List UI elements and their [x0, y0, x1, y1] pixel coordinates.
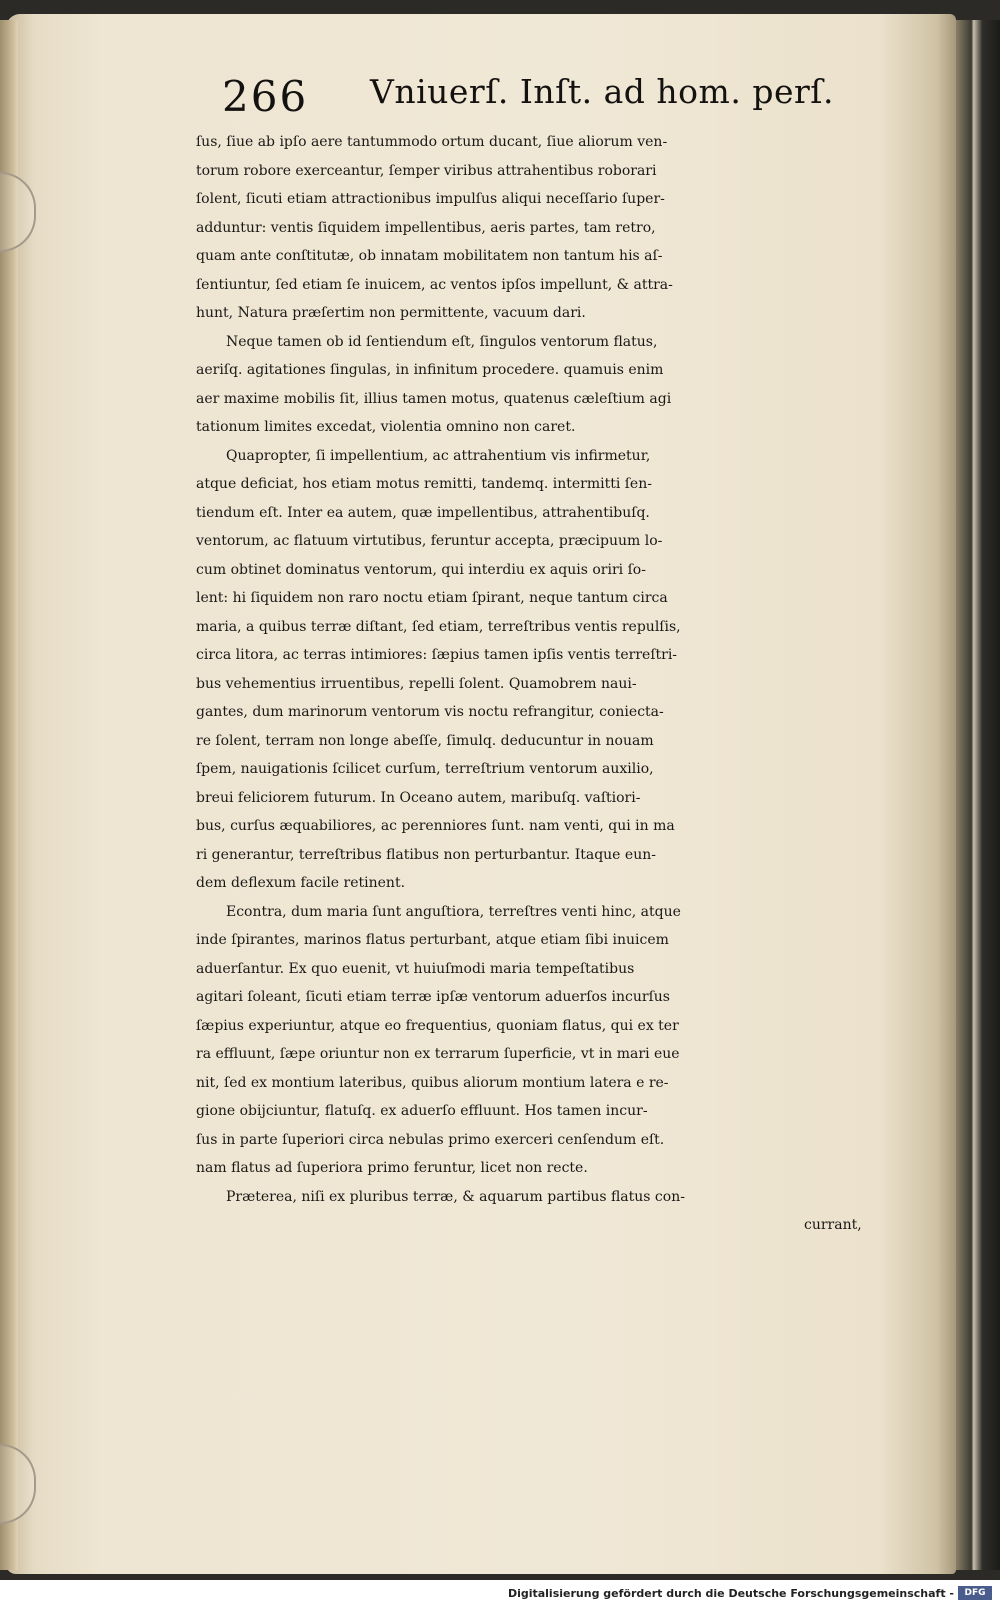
text-line: ra effluunt, ſæpe oriuntur non ex terrarum ſuperficie, vt in mari eue: [196, 1046, 680, 1062]
text-line: circa litora, ac terras intimiores: ſæpius tamen ipſis ventis terreſtri-: [196, 647, 678, 663]
page-gutter: [0, 20, 18, 1570]
text-line: cum obtinet dominatus ventorum, qui interdiu ex aquis oriri ſo-: [196, 561, 646, 578]
text-line: Econtra, dum maria ſunt anguſtiora, terreſtres venti hinc, atque: [226, 903, 681, 920]
text-line: tiendum eſt. Inter ea autem, quæ impellentibus, attrahentibuſq.: [196, 504, 650, 521]
text-line: quam ante conſtitutæ, ob innatam mobilitatem non tantum his aſ-: [196, 248, 663, 264]
text-line: nam flatus ad ſuperiora primo feruntur, licet non recte.: [196, 1160, 588, 1176]
catchword: currant,: [804, 1217, 862, 1233]
text-line: bus vehementius irruentibus, repelli ſolent. Quamobrem naui-: [196, 675, 637, 692]
text-line: Neque tamen ob id ſentiendum eſt, ſingulos ventorum flatus,: [226, 333, 658, 350]
text-line: adduntur: ventis ſiquidem impellentibus, aeris partes, tam retro,: [196, 219, 656, 236]
dfg-logo: DFG: [958, 1586, 992, 1600]
text-line: aduerſantur. Ex quo euenit, vt huiuſmodi maria tempeſtatibus: [196, 960, 635, 977]
text-line: gantes, dum marinorum ventorum vis noctu refrangitur, coniecta-: [196, 704, 664, 720]
text-line: ſus in parte ſuperiori circa nebulas primo exerceri cenſendum eſt.: [196, 1131, 665, 1148]
text-line: hunt, Natura præſertim non permittente, vacuum dari.: [196, 305, 586, 321]
text-line: tationum limites excedat, violentia omnino non caret.: [196, 419, 576, 435]
text-line: ſolent, ſicuti etiam attractionibus impulſus aliqui neceſſario ſuper-: [196, 191, 665, 207]
text-line: bus, curſus æquabiliores, ac perenniores ſunt. nam venti, qui in ma: [196, 818, 675, 834]
page-number: 266: [222, 72, 309, 121]
text-line: dem deflexum facile retinent.: [196, 875, 406, 891]
text-line: inde ſpirantes, marinos flatus perturbant, atque etiam ſibi inuicem: [196, 932, 669, 948]
digitization-credit: Digitalisierung gefördert durch die Deutsche Forschungsgemeinschaft -: [507, 1587, 954, 1600]
text-line: ſus, ſiue ab ipſo aere tantummodo ortum ducant, ſiue aliorum ven-: [196, 134, 668, 150]
text-line: lent: hi ſiquidem non raro noctu etiam ſpirant, neque tantum circa: [196, 590, 668, 606]
text-line: gione obijciuntur, flatuſq. ex aduerſo effluunt. Hos tamen incur-: [196, 1103, 648, 1119]
text-line: aeriſq. agitationes ſingulas, in infinitum procedere. quamuis enim: [196, 362, 664, 378]
text-line: aer maxime mobilis ſit, illius tamen motus, quatenus cæleſtium agi: [196, 390, 672, 407]
text-line: Præterea, niſi ex pluribus terræ, & aquarum partibus flatus con-: [226, 1188, 685, 1205]
text-line: atque deficiat, hos etiam motus remitti, tandemq. intermitti ſen-: [196, 476, 652, 492]
text-line: re ſolent, terram non longe abeſſe, ſimulq. deducuntur in nouam: [196, 732, 654, 749]
text-line: ſæpius experiuntur, atque eo frequentius, quoniam flatus, qui ex ter: [196, 1017, 679, 1034]
body-text: [196, 128, 936, 1240]
running-head: Vniuerſ. Inſt. ad hom. perſ.: [370, 72, 834, 111]
text-line: torum robore exerceantur, ſemper viribus attrahentibus roborari: [196, 162, 657, 179]
footer-bar: [0, 1580, 1000, 1606]
text-line: ri generantur, terreſtribus flatibus non perturbantur. Itaque eun-: [196, 846, 656, 863]
text-line: ſpem, nauigationis ſcilicet curſum, terreſtrium ventorum auxilio,: [196, 761, 654, 777]
text-line: ſentiuntur, ſed etiam ſe inuicem, ac ventos ipſos impellunt, & attra-: [196, 276, 673, 293]
text-line: agitari ſoleant, ſicuti etiam terræ ipſæ ventorum aduerſos incurſus: [196, 989, 670, 1005]
page-header: [222, 72, 862, 132]
text-line: maria, a quibus terræ diſtant, ſed etiam, terreſtribus ventis repulſis,: [196, 618, 681, 635]
text-line: Quapropter, ſi impellentium, ac attrahentium vis infirmetur,: [226, 447, 651, 464]
book-fore-edge: [956, 20, 1000, 1570]
text-line: nit, ſed ex montium lateribus, quibus aliorum montium latera e re-: [196, 1074, 669, 1091]
text-line: ventorum, ac flatuum virtutibus, feruntur accepta, præcipuum lo-: [196, 533, 663, 549]
text-line: breui feliciorem futurum. In Oceano autem, maribuſq. vaſtiori-: [196, 789, 641, 806]
